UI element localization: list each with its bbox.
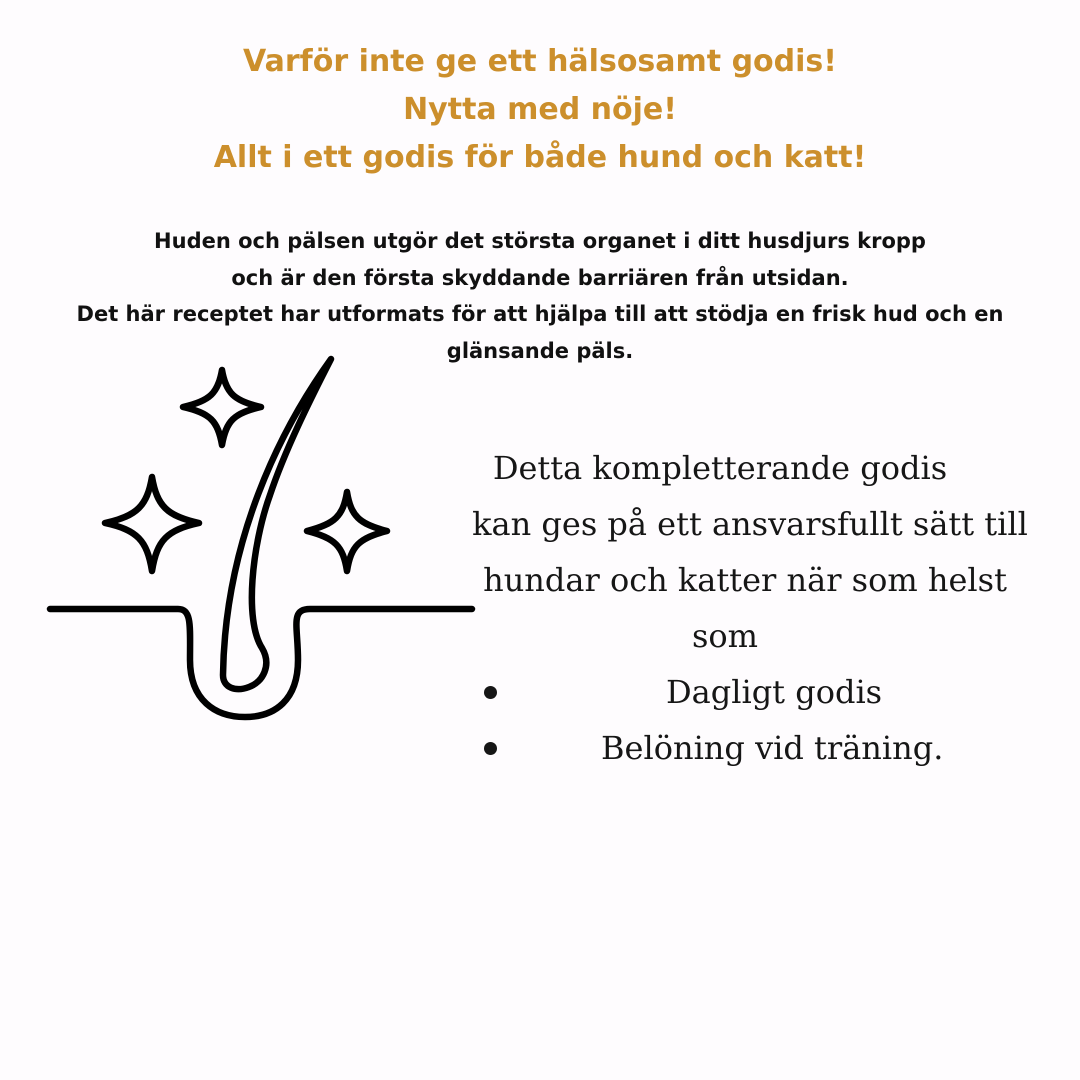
hair-strand-icon: [223, 359, 331, 689]
headline: [0, 38, 1080, 182]
hair-follicle-with-sparkles-icon: [40, 350, 485, 730]
bullet-item: [440, 720, 1050, 776]
intro-line: Huden och pälsen utgör det största organet i ditt husdjurs kropp: [154, 229, 926, 253]
sparkle-icon: [105, 477, 199, 571]
description-line: som: [691, 617, 759, 655]
headline-line: Varför inte ge ett hälsosamt godis!: [243, 44, 837, 79]
bullet-icon: [484, 686, 497, 699]
sparkle-icon: [183, 370, 261, 445]
bullet-item: [440, 664, 1050, 720]
description: [440, 440, 1050, 776]
sparkle-icon: [307, 492, 387, 571]
intro-line: glänsande päls.: [446, 338, 634, 363]
bullet-label: Belöning vid träning.: [601, 729, 944, 767]
intro-line: Det här receptet har utformats för att hjälpa till att stödja en frisk hud och en: [76, 302, 1004, 326]
description-line: kan ges på ett ansvarsfullt sätt till: [472, 505, 1028, 543]
description-line: Detta kompletterande godis: [492, 449, 948, 487]
skin-follicle-icon: [50, 609, 472, 717]
intro-text: [0, 223, 1080, 369]
headline-line: Nytta med nöje!: [403, 92, 677, 127]
bullet-label: Dagligt godis: [666, 673, 883, 711]
headline-line: Allt i ett godis för både hund och katt!: [213, 140, 867, 175]
description-line: hundar och katter när som helst: [483, 561, 1007, 599]
intro-line: och är den första skyddande barriären från utsidan.: [231, 265, 849, 290]
bullet-icon: [484, 742, 497, 755]
